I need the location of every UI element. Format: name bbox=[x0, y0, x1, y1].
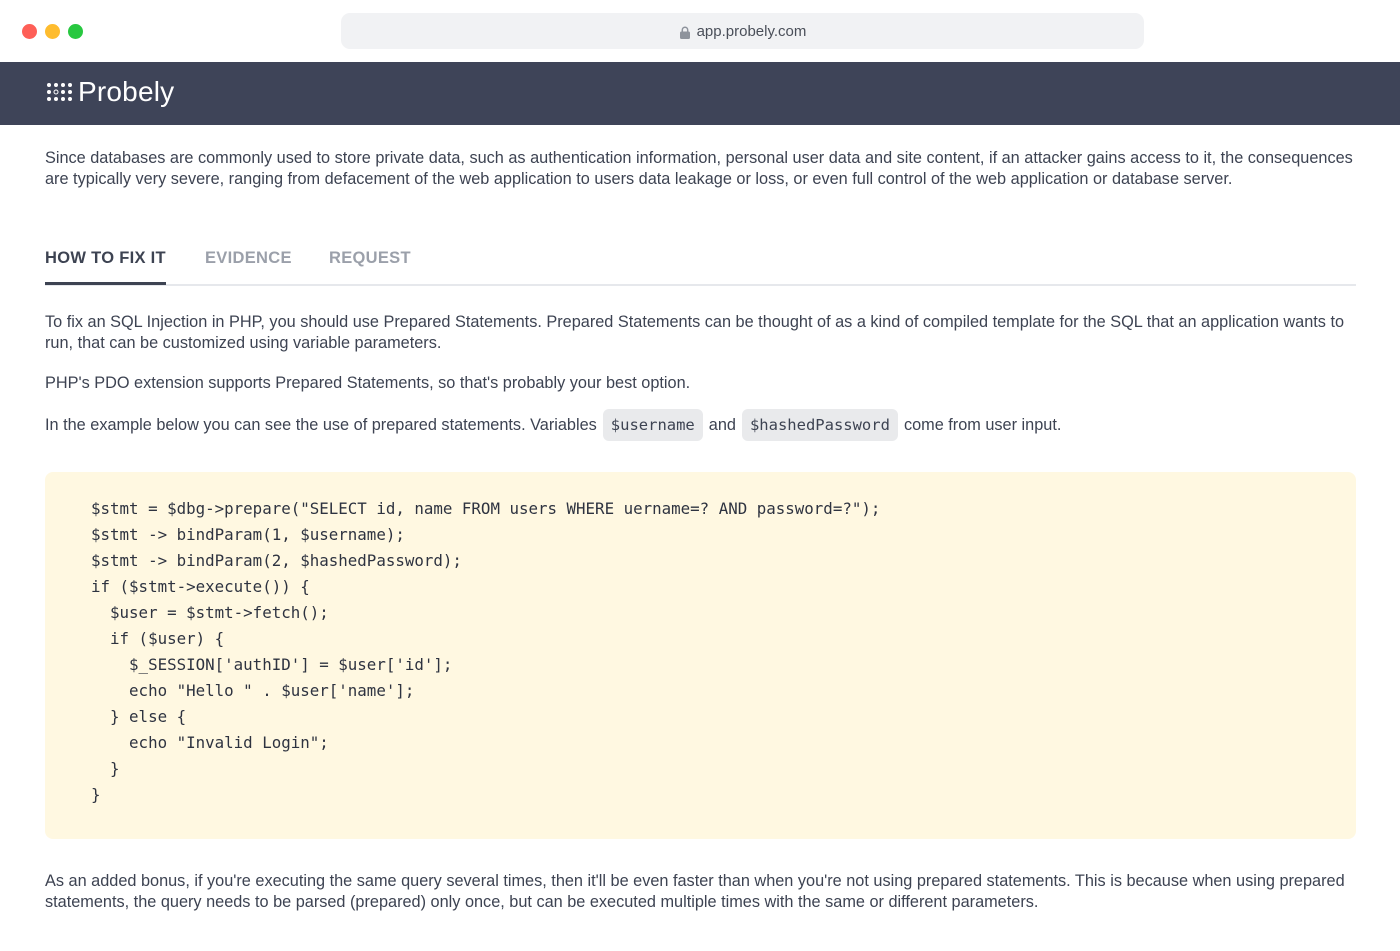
code-line: if ($stmt->execute()) { bbox=[91, 577, 310, 596]
fix-bonus-paragraph: As an added bonus, if you're executing the same query several times, then it'll be even faster than when you're not using prepared statements. This is because when using prepared statements, the query needs to be parsed (prepared) only once, but can be executed multiple times with the same or different parameters. bbox=[45, 872, 1345, 911]
finding-tabs bbox=[45, 245, 1356, 286]
address-bar[interactable] bbox=[341, 13, 1144, 49]
window-minimize-button[interactable] bbox=[45, 24, 60, 39]
fix-paragraph-3-and: and bbox=[708, 415, 736, 434]
code-line: $stmt -> bindParam(2, $hashedPassword); bbox=[91, 551, 462, 570]
tab-how-to-fix[interactable]: HOW TO FIX IT bbox=[45, 249, 166, 267]
tab-request[interactable]: REQUEST bbox=[329, 249, 411, 267]
fix-paragraph-3-end: come from user input. bbox=[903, 415, 1062, 434]
app-header bbox=[0, 62, 1400, 125]
brand-logo[interactable] bbox=[46, 76, 174, 108]
code-line: echo "Invalid Login"; bbox=[91, 733, 329, 752]
window-maximize-button[interactable] bbox=[68, 24, 83, 39]
lock-icon bbox=[679, 26, 691, 39]
probely-logo-icon bbox=[46, 81, 76, 103]
finding-description: Since databases are commonly used to store private data, such as authentication information, personal user data and site content, if an attacker gains access to it, the consequences are typically very severe, ranging from defacement of the web application to users data leakage or loss, or even full control of the web application or database server. bbox=[45, 149, 1353, 188]
code-example bbox=[45, 472, 1356, 839]
inline-code-hashed-password: $hashedPassword bbox=[742, 409, 898, 441]
code-line: } else { bbox=[91, 707, 187, 726]
window-close-button[interactable] bbox=[22, 24, 37, 39]
address-bar-url: app.probely.com bbox=[696, 22, 807, 40]
active-tab-indicator bbox=[45, 282, 166, 285]
fix-paragraph-3-start: In the example below you can see the use of prepared statements. Variables bbox=[45, 415, 597, 434]
fix-paragraph-3 bbox=[45, 408, 1356, 442]
fix-paragraph-2: PHP's PDO extension supports Prepared Statements, so that's probably your best option. bbox=[45, 374, 691, 392]
inline-code-username: $username bbox=[603, 409, 703, 441]
code-line: $stmt -> bindParam(1, $username); bbox=[91, 525, 405, 544]
code-line: } bbox=[91, 759, 120, 778]
code-line: } bbox=[91, 785, 101, 804]
brand-name: Probely bbox=[78, 76, 175, 107]
code-line: echo "Hello " . $user['name']; bbox=[91, 681, 415, 700]
browser-chrome bbox=[0, 0, 1400, 62]
code-line: if ($user) { bbox=[91, 629, 225, 648]
code-line: $_SESSION['authID'] = $user['id']; bbox=[91, 655, 453, 674]
code-line: $stmt = $dbg->prepare("SELECT id, name FROM users WHERE uername=? AND password=?"); bbox=[91, 499, 881, 518]
tab-evidence[interactable]: EVIDENCE bbox=[205, 249, 292, 267]
code-line: $user = $stmt->fetch(); bbox=[91, 603, 329, 622]
fix-paragraph-1: To fix an SQL Injection in PHP, you should use Prepared Statements. Prepared Statements can be thought of as a kind of compiled template for the SQL that an application wants to run, that can be customized using variable parameters. bbox=[45, 313, 1345, 352]
